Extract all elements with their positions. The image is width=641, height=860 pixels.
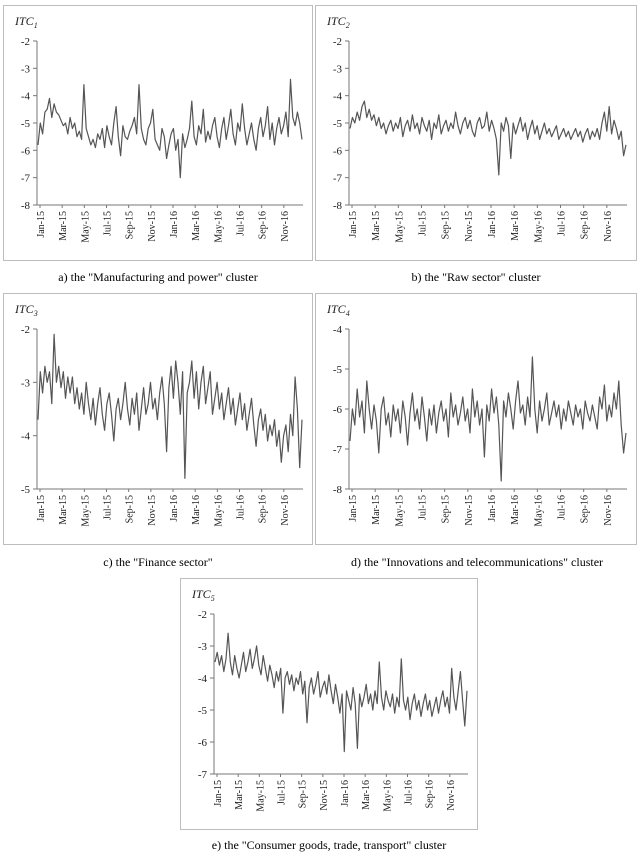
x-tick-label: Jul-16 <box>556 211 568 236</box>
y-tick-label: -2 <box>197 609 207 621</box>
x-tick-label: Sep-16 <box>257 495 269 524</box>
x-tick-label: Jan-16 <box>340 780 351 807</box>
x-tick-label: Mar-15 <box>58 495 70 525</box>
x-tick-label: Mar-15 <box>234 780 246 810</box>
x-tick-label: Sep-16 <box>257 211 269 240</box>
y-tick-label: -3 <box>197 641 207 653</box>
y-tick-label: -2 <box>20 36 30 48</box>
x-tick-label: May-15 <box>80 495 92 527</box>
x-tick-label: Jan-16 <box>169 211 180 238</box>
y-tick-label: -5 <box>197 705 207 717</box>
chart-title-subscript: 4 <box>345 309 350 318</box>
x-tick-label: May-16 <box>533 210 545 243</box>
x-tick-label: Nov-15 <box>463 211 475 242</box>
chart-title <box>14 302 38 318</box>
x-tick-label: Mar-16 <box>510 211 522 241</box>
series-line <box>350 101 626 175</box>
x-tick-label: Mar-15 <box>58 211 70 241</box>
y-tick-label: -6 <box>332 145 342 158</box>
x-tick-label: May-16 <box>382 780 394 812</box>
x-tick-label: Nov-15 <box>463 495 475 526</box>
chart-title-main: ITC <box>192 587 211 601</box>
x-tick-label: Mar-16 <box>191 211 203 241</box>
caption-d: d) the "Innovations and telecommunications" cluster <box>350 555 604 569</box>
chart-title-subscript: 2 <box>345 21 350 30</box>
chart-title <box>326 302 350 318</box>
x-tick-label: Jan-15 <box>36 495 47 522</box>
x-tick-label: Jul-16 <box>556 495 568 520</box>
caption-b: b) the "Raw sector" cluster <box>411 270 541 284</box>
chart-title-subscript: 3 <box>33 309 38 318</box>
x-tick-label: May-16 <box>213 211 225 243</box>
x-tick-label: Sep-16 <box>579 211 591 240</box>
chart-title <box>14 14 38 30</box>
y-tick-label: -4 <box>20 90 30 103</box>
x-tick-label: Mar-16 <box>191 495 203 525</box>
chart-panel-a <box>3 5 313 261</box>
series-line <box>38 334 302 478</box>
x-tick-label: Nov-16 <box>279 211 291 242</box>
y-tick-label: -8 <box>332 200 342 212</box>
y-tick-label: -4 <box>332 90 342 103</box>
x-tick-label: Jan-16 <box>487 211 498 238</box>
y-tick-label: -4 <box>332 324 342 336</box>
x-tick-label: Mar-15 <box>371 495 383 525</box>
x-tick-label: Jul-15 <box>276 780 288 805</box>
y-tick-label: -2 <box>20 324 30 336</box>
chart-panel-d <box>315 293 637 545</box>
y-tick-label: -7 <box>332 172 342 185</box>
chart-title <box>326 14 350 30</box>
x-tick-label: Sep-15 <box>440 495 452 524</box>
x-tick-label: May-16 <box>533 495 545 527</box>
caption-a: a) the "Manufacturing and power" cluster <box>58 270 258 284</box>
x-tick-label: Nov-16 <box>602 211 614 242</box>
y-tick-label: -4 <box>197 673 207 685</box>
x-tick-label: May-15 <box>255 780 267 812</box>
x-tick-label: Nov-15 <box>318 780 330 811</box>
x-tick-label: May-15 <box>394 495 406 527</box>
chart-title <box>191 587 215 603</box>
y-tick-label: -3 <box>20 63 30 76</box>
y-tick-label: -3 <box>20 377 30 390</box>
x-tick-label: Nov-15 <box>146 495 158 526</box>
chart-title-main: ITC <box>327 14 346 28</box>
x-tick-label: Sep-15 <box>124 495 136 524</box>
y-tick-label: -6 <box>332 404 342 416</box>
y-tick-label: -3 <box>332 63 342 76</box>
chart-panel-c <box>3 293 313 545</box>
x-tick-label: Mar-16 <box>510 495 522 525</box>
x-tick-label: Jan-15 <box>348 211 359 238</box>
x-tick-label: Jul-16 <box>235 495 247 520</box>
series-line <box>215 633 467 751</box>
x-tick-label: May-15 <box>80 211 92 243</box>
y-tick-label: -5 <box>332 364 342 376</box>
x-tick-label: May-15 <box>394 211 406 243</box>
x-tick-label: Jul-15 <box>102 211 114 236</box>
x-tick-label: Sep-15 <box>297 780 309 809</box>
chart-title-main: ITC <box>15 302 34 316</box>
y-tick-label: -6 <box>197 737 207 749</box>
caption-c: c) the "Finance sector" <box>103 555 213 569</box>
y-tick-label: -7 <box>20 172 30 185</box>
x-tick-label: Jan-16 <box>169 495 180 522</box>
x-tick-label: Sep-15 <box>440 211 452 240</box>
y-tick-label: -8 <box>332 484 342 496</box>
x-tick-label: Jul-15 <box>102 495 114 520</box>
y-tick-label: -5 <box>20 118 30 130</box>
y-tick-label: -5 <box>332 118 342 130</box>
chart-panel-e <box>180 578 478 830</box>
x-tick-label: Mar-15 <box>371 211 383 241</box>
caption-e: e) the "Consumer goods, trade, transport" cluster <box>211 838 447 852</box>
chart-title-subscript: 1 <box>33 21 38 30</box>
x-tick-label: Jul-16 <box>235 211 247 236</box>
x-tick-label: May-16 <box>213 495 225 527</box>
y-tick-label: -2 <box>332 36 342 48</box>
y-tick-label: -5 <box>20 484 30 496</box>
series-line <box>350 357 626 481</box>
y-tick-label: -7 <box>197 769 207 781</box>
chart-title-main: ITC <box>327 302 346 316</box>
x-tick-label: Jan-15 <box>213 780 224 807</box>
x-tick-label: Jan-16 <box>487 495 498 522</box>
x-tick-label: Mar-16 <box>361 780 373 810</box>
x-tick-label: Sep-16 <box>579 495 591 524</box>
x-tick-label: Jan-15 <box>348 495 359 522</box>
x-tick-label: Jan-15 <box>36 211 47 238</box>
y-tick-label: -8 <box>20 200 30 212</box>
chart-panel-b <box>315 5 637 261</box>
chart-title-subscript: 5 <box>210 594 215 603</box>
x-tick-label: Nov-16 <box>602 495 614 526</box>
x-tick-label: Sep-16 <box>424 780 436 809</box>
x-tick-label: Sep-15 <box>124 211 136 240</box>
x-tick-label: Jul-16 <box>403 780 415 805</box>
x-tick-label: Nov-16 <box>279 495 291 526</box>
y-tick-label: -6 <box>20 145 30 158</box>
series-line <box>38 79 302 177</box>
x-tick-label: Jul-15 <box>417 211 429 236</box>
x-tick-label: Jul-15 <box>417 495 429 520</box>
x-tick-label: Nov-16 <box>445 780 457 811</box>
chart-title-main: ITC <box>15 14 34 28</box>
x-tick-label: Nov-15 <box>146 211 158 242</box>
y-tick-label: -7 <box>332 444 342 456</box>
y-tick-label: -4 <box>20 430 30 443</box>
